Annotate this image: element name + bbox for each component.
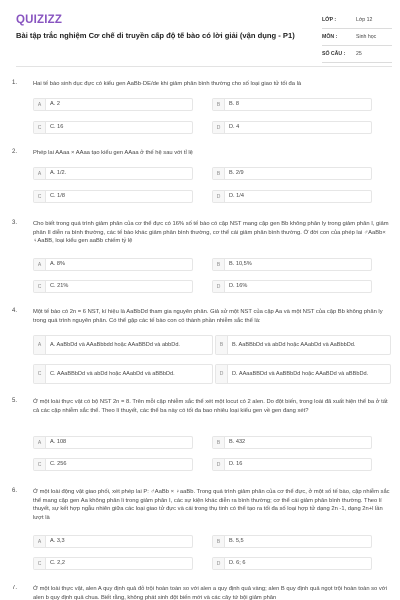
question-number: 1.	[12, 80, 18, 86]
option-letter: A	[34, 336, 46, 354]
worksheet-title: Bài tập trắc nghiệm Cơ chế di truyền cấp độ tế bào có lời giải (vận dụng - P1)	[16, 31, 295, 40]
option-text: D. 4	[229, 124, 240, 130]
option-letter: A	[34, 99, 46, 110]
option-letter: C	[34, 365, 46, 383]
option-text: B. AaBBbDd và abDd hoặc AAabDd và AaBbbDd.	[232, 341, 356, 348]
meta-value: 25	[356, 51, 362, 57]
option-text: B. 2/9	[229, 170, 244, 176]
option-text: B. 5,5	[229, 538, 244, 544]
option-c[interactable]	[33, 280, 193, 293]
question-5	[12, 398, 392, 476]
question-text: Cho biết trong quá trình giảm phân của cơ thể đực có 16% số tế bào có cặp NST mang cặp gen Bb không phân ly trong giảm phân I, giảm phân II diễn ra bình thường, các tế bào khác giảm phân bình thường, cơ thể cái giảm phân bình thường. Ở đời con của phép lai ♂AaBb× ♀AaBB, loại kiểu gen aaBb chiếm tỷ lệ	[33, 221, 389, 245]
meta-value: Lớp 12	[356, 17, 373, 23]
option-text: B. 8	[229, 101, 239, 107]
question-text: Ở một loài thực vật có bộ NST 2n = 8. Trên mỗi cặp nhiễm sắc thể xét một locut có 2 alen. Do đột biến, trong loài đã xuất hiện thể ba ở tất cả các cặp nhiễm sắc thể. Theo lí thuyết, các thể ba này có tối đa bao nhiêu loại kiểu gen về gen đang xét?	[33, 399, 388, 414]
option-letter: C	[34, 281, 46, 292]
option-a[interactable]	[33, 335, 213, 355]
option-text: C. 2,2	[50, 560, 65, 566]
worksheet-header	[0, 0, 400, 70]
option-letter: C	[34, 122, 46, 133]
question-7	[12, 585, 392, 600]
option-a[interactable]	[33, 98, 193, 111]
option-letter: A	[34, 168, 46, 179]
option-text: D. 6; 6	[229, 560, 246, 566]
meta-row-subject	[322, 29, 392, 46]
option-a[interactable]	[33, 535, 193, 548]
option-b[interactable]	[212, 535, 372, 548]
meta-value: Sinh học	[356, 34, 377, 40]
option-letter: C	[34, 459, 46, 470]
option-letter: A	[34, 259, 46, 270]
option-text: A. 2	[50, 101, 60, 107]
option-d[interactable]	[212, 280, 372, 293]
question-number: 6.	[12, 488, 18, 494]
option-text: B. 10,5%	[229, 261, 252, 267]
option-text: C. 1/8	[50, 193, 65, 199]
quizizz-logo: QUIZIZZ	[16, 14, 63, 26]
option-c[interactable]	[33, 190, 193, 203]
option-text: A. AaBbDd và AAaBbbdd hoặc AAaBBDd và abbDd.	[50, 341, 180, 348]
option-letter: A	[34, 536, 46, 547]
option-letter: B	[213, 259, 225, 270]
meta-label: MÔN :	[322, 34, 338, 40]
option-text: A. 1/2.	[50, 170, 67, 176]
option-text: B. 432	[229, 439, 246, 445]
option-letter: D	[213, 122, 225, 133]
option-letter: B	[213, 536, 225, 547]
option-letter: C	[34, 558, 46, 569]
option-d[interactable]	[212, 190, 372, 203]
option-d[interactable]	[212, 121, 372, 134]
option-c[interactable]	[33, 557, 193, 570]
option-b[interactable]	[215, 335, 391, 355]
option-text: D. 1/4	[229, 193, 244, 199]
option-text: C. 256	[50, 461, 67, 467]
option-a[interactable]	[33, 167, 193, 180]
option-letter: B	[213, 168, 225, 179]
meta-row-count	[322, 46, 392, 63]
option-text: C. AAaBBbDd và abDd hoặc AAabDd và aBBbDd.	[50, 370, 175, 377]
question-text: Phép lai AAaa × AAaa tạo kiểu gen AAaa ở thế hệ sau với tỉ lệ	[33, 150, 193, 156]
option-a[interactable]	[33, 258, 193, 271]
option-d[interactable]	[212, 458, 372, 471]
option-letter: D	[213, 459, 225, 470]
option-c[interactable]	[33, 458, 193, 471]
question-3	[12, 220, 392, 298]
option-b[interactable]	[212, 258, 372, 271]
question-4	[12, 308, 392, 388]
question-1	[12, 80, 392, 140]
question-number: 7.	[12, 585, 18, 591]
option-letter: D	[216, 365, 228, 383]
option-c[interactable]	[33, 121, 193, 134]
question-text: Ở một loài thực vật, alen A quy định quả đỏ trội hoàn toàn so với alen a quy định quả vàng; alen B quy định quả ngọt trội hoàn toàn so với alen b quy định quả chua. Biết rằng, không phát sinh đột biến mới và các cây tứ bội giảm phân	[33, 586, 387, 600]
option-letter: D	[213, 191, 225, 202]
question-number: 3.	[12, 220, 18, 226]
option-b[interactable]	[212, 167, 372, 180]
option-letter: B	[216, 336, 228, 354]
option-text: C. 21%	[50, 283, 69, 289]
option-c[interactable]	[33, 364, 213, 384]
option-text: A. 108	[50, 439, 67, 445]
question-number: 5.	[12, 398, 18, 404]
option-d[interactable]	[212, 557, 372, 570]
option-letter: B	[213, 437, 225, 448]
option-b[interactable]	[212, 436, 372, 449]
question-6	[12, 488, 392, 573]
option-letter: C	[34, 191, 46, 202]
option-text: A. 3,3	[50, 538, 65, 544]
option-letter: B	[213, 99, 225, 110]
meta-label: LỚP :	[322, 17, 337, 23]
question-number: 4.	[12, 308, 18, 314]
header-divider	[16, 66, 392, 67]
option-text: D. 16	[229, 461, 243, 467]
option-text: A. 8%	[50, 261, 65, 267]
option-letter: D	[213, 281, 225, 292]
option-letter: A	[34, 437, 46, 448]
option-d[interactable]	[215, 364, 391, 384]
meta-label: SỐ CÂU :	[322, 51, 346, 57]
option-letter: D	[213, 558, 225, 569]
meta-row-class	[322, 12, 392, 29]
question-text: Một tế bào có 2n = 6 NST, kí hiệu là AaBbDd tham gia nguyên phân. Giả sử một NST của cặp Aa và một NST của cặp Bb không phân ly trong quá trình nguyên phân. Có thể gặp các tế bào con có thành phần nhiễm sắc thể là:	[33, 309, 383, 324]
option-text: D. 16%	[229, 283, 248, 289]
worksheet-meta	[322, 12, 392, 63]
option-b[interactable]	[212, 98, 372, 111]
option-a[interactable]	[33, 436, 193, 449]
question-text: Ở một loài động vật giao phối, xét phép lai P: ♂AaBb × ♀aaBb. Trong quá trình giảm phân của cơ thể đực, ở một số tế bào, cặp nhiễm sắc thể mang cặp gen Aa không phân li trong giảm phân I, các sự kiện khác diễn ra bình thường; cơ thể cái giảm phân bình thường. Theo lí thuyết, sự kết hợp ngẫu nhiên giữa các loại giao tử đực và cái trong thụ tinh có thể tạo ra tối đa số loại hợp tử dạng 2n -1, dạng 2n+l lần lượt là	[33, 489, 390, 521]
question-text: Hai tế bào sinh dục đực có kiểu gen AaBb·DE/de khi giảm phân bình thường cho số loại giao tử tối đa là	[33, 81, 302, 87]
option-text: D. AAaaBBDd và AaBBbDd hoặc AAaBDd và aBBbDd.	[232, 370, 369, 377]
question-number: 2.	[12, 149, 18, 155]
question-2	[12, 149, 392, 209]
option-text: C. 16	[50, 124, 64, 130]
